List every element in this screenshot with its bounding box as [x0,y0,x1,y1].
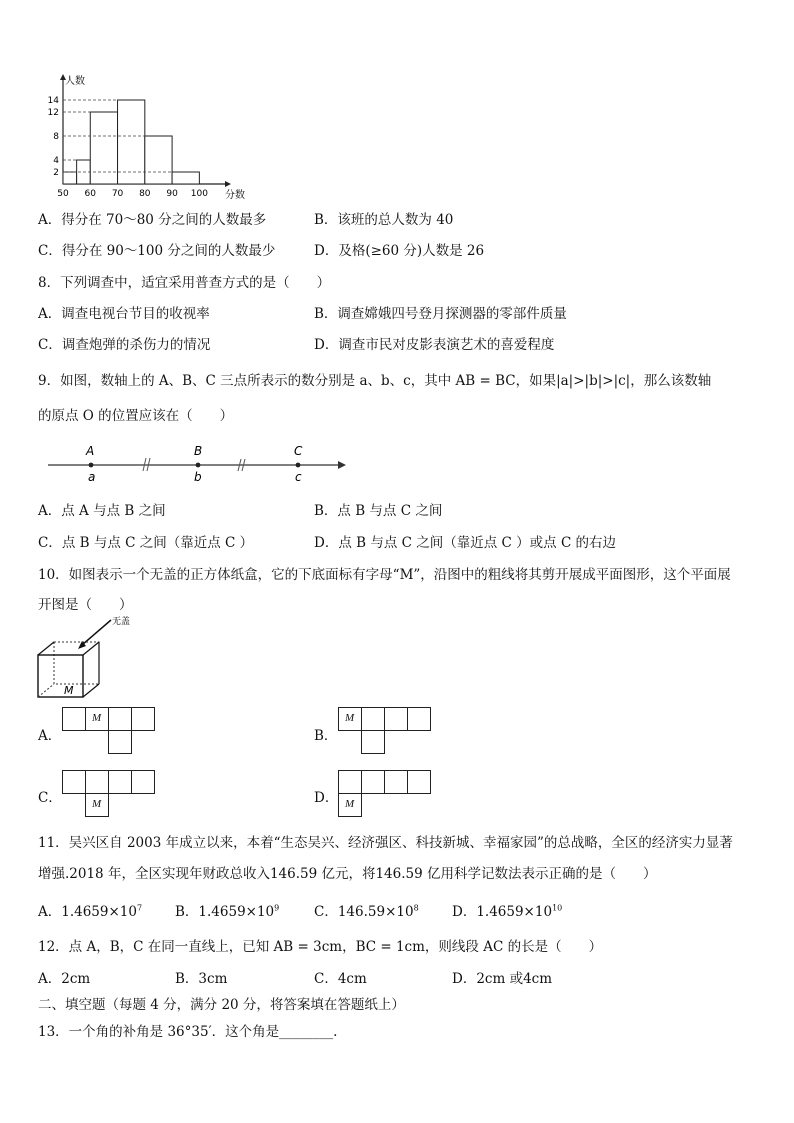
net-square [85,707,109,731]
q8-option-d: D．调查市民对皮影表演艺术的喜爱程度 [314,337,555,353]
q12-stem: 12．点 A，B，C 在同一直线上，已知 AB = 3cm，BC = 1cm，则线段 AC 的长是（ ） [38,939,603,955]
bar-80-90 [145,136,172,184]
q11-stem-line2: 增强.2018 年，全区实现年财政总收入146.59 亿元，将146.59 亿用科学记数法表示正确的是（ ） [38,866,657,882]
net-square [384,707,408,731]
cube-back-face [54,642,99,684]
net-square [407,770,431,794]
q13-stem: 13．一个角的补角是 36°35′．这个角是________. [38,1024,338,1040]
cube-letter-m: M [64,684,74,697]
q10-option-a-label: A． [38,728,62,744]
net-square [108,730,132,754]
point-a [89,463,94,468]
label-c: c [295,470,302,484]
q9-stem-line1: 9．如图，数轴上的 A、B、C 三点所表示的数分别是 a、b、c，其中 AB = BC，如果|a|>|b|>|c|，那么该数轴 [38,373,712,389]
net-square [62,770,86,794]
q11-option-c-text: C．146.59×10 [314,904,414,920]
q9-option-a: A．点 A 与点 B 之间 [38,503,166,519]
net-square [338,770,362,794]
cube-edge [38,642,54,655]
q11-option-c-exp: 8 [413,903,419,913]
net-letter-m: M [92,712,102,724]
q9-stem-line2: 的原点 O 的位置应该在（ ） [38,408,234,424]
x-tick-label: 100 [190,189,208,199]
net-square [131,707,155,731]
net-square [361,707,385,731]
q11-option-a-exp: 7 [136,903,143,913]
y-tick-label: 8 [53,132,59,142]
q11-option-a-text: A．1.4659×10 [38,904,137,920]
bar-90-100 [172,172,199,184]
q11-option-b-text: B．1.4659×10 [175,904,275,920]
q12-option-c: C．4cm [314,971,367,987]
q8-option-a: A．调查电视台节目的收视率 [38,306,210,322]
point-b [196,463,201,468]
y-tick-label: 12 [47,108,59,118]
open-cube-figure [36,612,166,702]
y-tick-label: 14 [47,96,59,106]
net-square [384,770,408,794]
q9-option-c: C．点 B 与点 C 之间（靠近点 C ） [38,535,254,551]
net-square [407,707,431,731]
q10-stem-line2: 开图是（ ） [38,597,133,613]
q11-option-d-text: D．1.4659×10 [452,904,553,920]
q8-option-c: C．调查炮弹的杀伤力的情况 [38,337,211,353]
q8-option-b: B．调查嫦娥四号登月探测器的零部件质量 [314,306,567,322]
net-square [108,707,132,731]
bar-60-70 [90,112,117,184]
x-tick-label: 90 [166,189,178,199]
x-tick-label: 60 [84,189,96,199]
cube-edge [83,684,99,697]
net-square [62,707,86,731]
y-tick-label: 4 [53,156,59,166]
q9-option-d: D．点 B 与点 C 之间（靠近点 C ）或点 C 的右边 [314,535,617,551]
score-histogram [35,76,245,201]
x-axis-arrow-icon [225,181,231,187]
arrow-icon [338,461,346,469]
q7-option-b: B．该班的总人数为 40 [314,212,454,228]
cube-edge [83,642,99,655]
q8-stem: 8．下列调查中，适宜采用普查方式的是（ ） [38,275,331,291]
point-c [296,463,301,468]
q12-option-b: B．3cm [175,971,228,987]
y-axis-label: 人数 [65,76,85,87]
net-letter-m: M [345,798,355,810]
label-C: C [294,444,303,458]
q11-option-c [314,900,419,920]
q12-option-a: A．2cm [38,971,91,987]
net-square [361,730,385,754]
bar-70-80 [118,100,145,184]
q10-option-b-label: B． [314,728,338,744]
label-B: B [194,444,203,458]
label-b: b [194,470,202,484]
q10-stem-line1: 10．如图表示一个无盖的正方体纸盒，它的下底面标有字母“M”，沿图中的粗线将其剪开展成平面图形，这个平面展 [38,567,731,583]
pointer-arrow [82,620,111,645]
x-axis-label: 分数 [225,190,245,201]
q12-option-d: D．2cm 或4cm [452,971,553,987]
section-heading-fill-in: 二、填空题（每题 4 分，满分 20 分，将答案填在答题纸上） [38,997,405,1013]
net-square [338,793,362,817]
q11-stem-line1: 11．吴兴区自 2003 年成立以来，本着“生态吴兴、经济强区、科技新城、幸福家园”的总战略，全区的经济实力显著 [38,835,733,851]
no-lid-label: 无盖 [112,617,131,627]
cube-hidden-edge [38,684,54,697]
q11-option-d-exp: 10 [552,903,563,913]
label-a: a [88,470,96,484]
q7-option-a: A．得分在 70～80 分之间的人数最多 [38,212,267,228]
number-line-figure [48,440,348,485]
q9-option-b: B．点 B 与点 C 之间 [314,503,443,519]
bar-50-55 [63,172,77,184]
net-square [361,770,385,794]
cube-front-face [38,655,83,697]
x-tick-label: 80 [139,189,151,199]
label-A: A [86,444,95,458]
net-square [338,707,362,731]
q11-option-a [38,900,142,920]
net-letter-m: M [345,712,355,724]
net-letter-m: M [92,798,102,810]
q7-option-c: C．得分在 90～100 分之间的人数最少 [38,243,276,259]
q11-option-b [175,900,279,920]
net-square [85,770,109,794]
q10-option-c-label: C． [38,790,62,806]
q7-option-d: D．及格(≥60 分)人数是 26 [314,243,485,259]
net-square [131,770,155,794]
y-tick-label: 2 [53,168,59,178]
x-tick-label: 70 [111,189,124,199]
q11-option-b-exp: 9 [274,903,280,913]
x-tick-label: 50 [57,189,69,199]
net-square [108,770,132,794]
q11-option-d [452,900,562,920]
net-square [85,793,109,817]
q10-option-d-label: D． [314,790,339,806]
